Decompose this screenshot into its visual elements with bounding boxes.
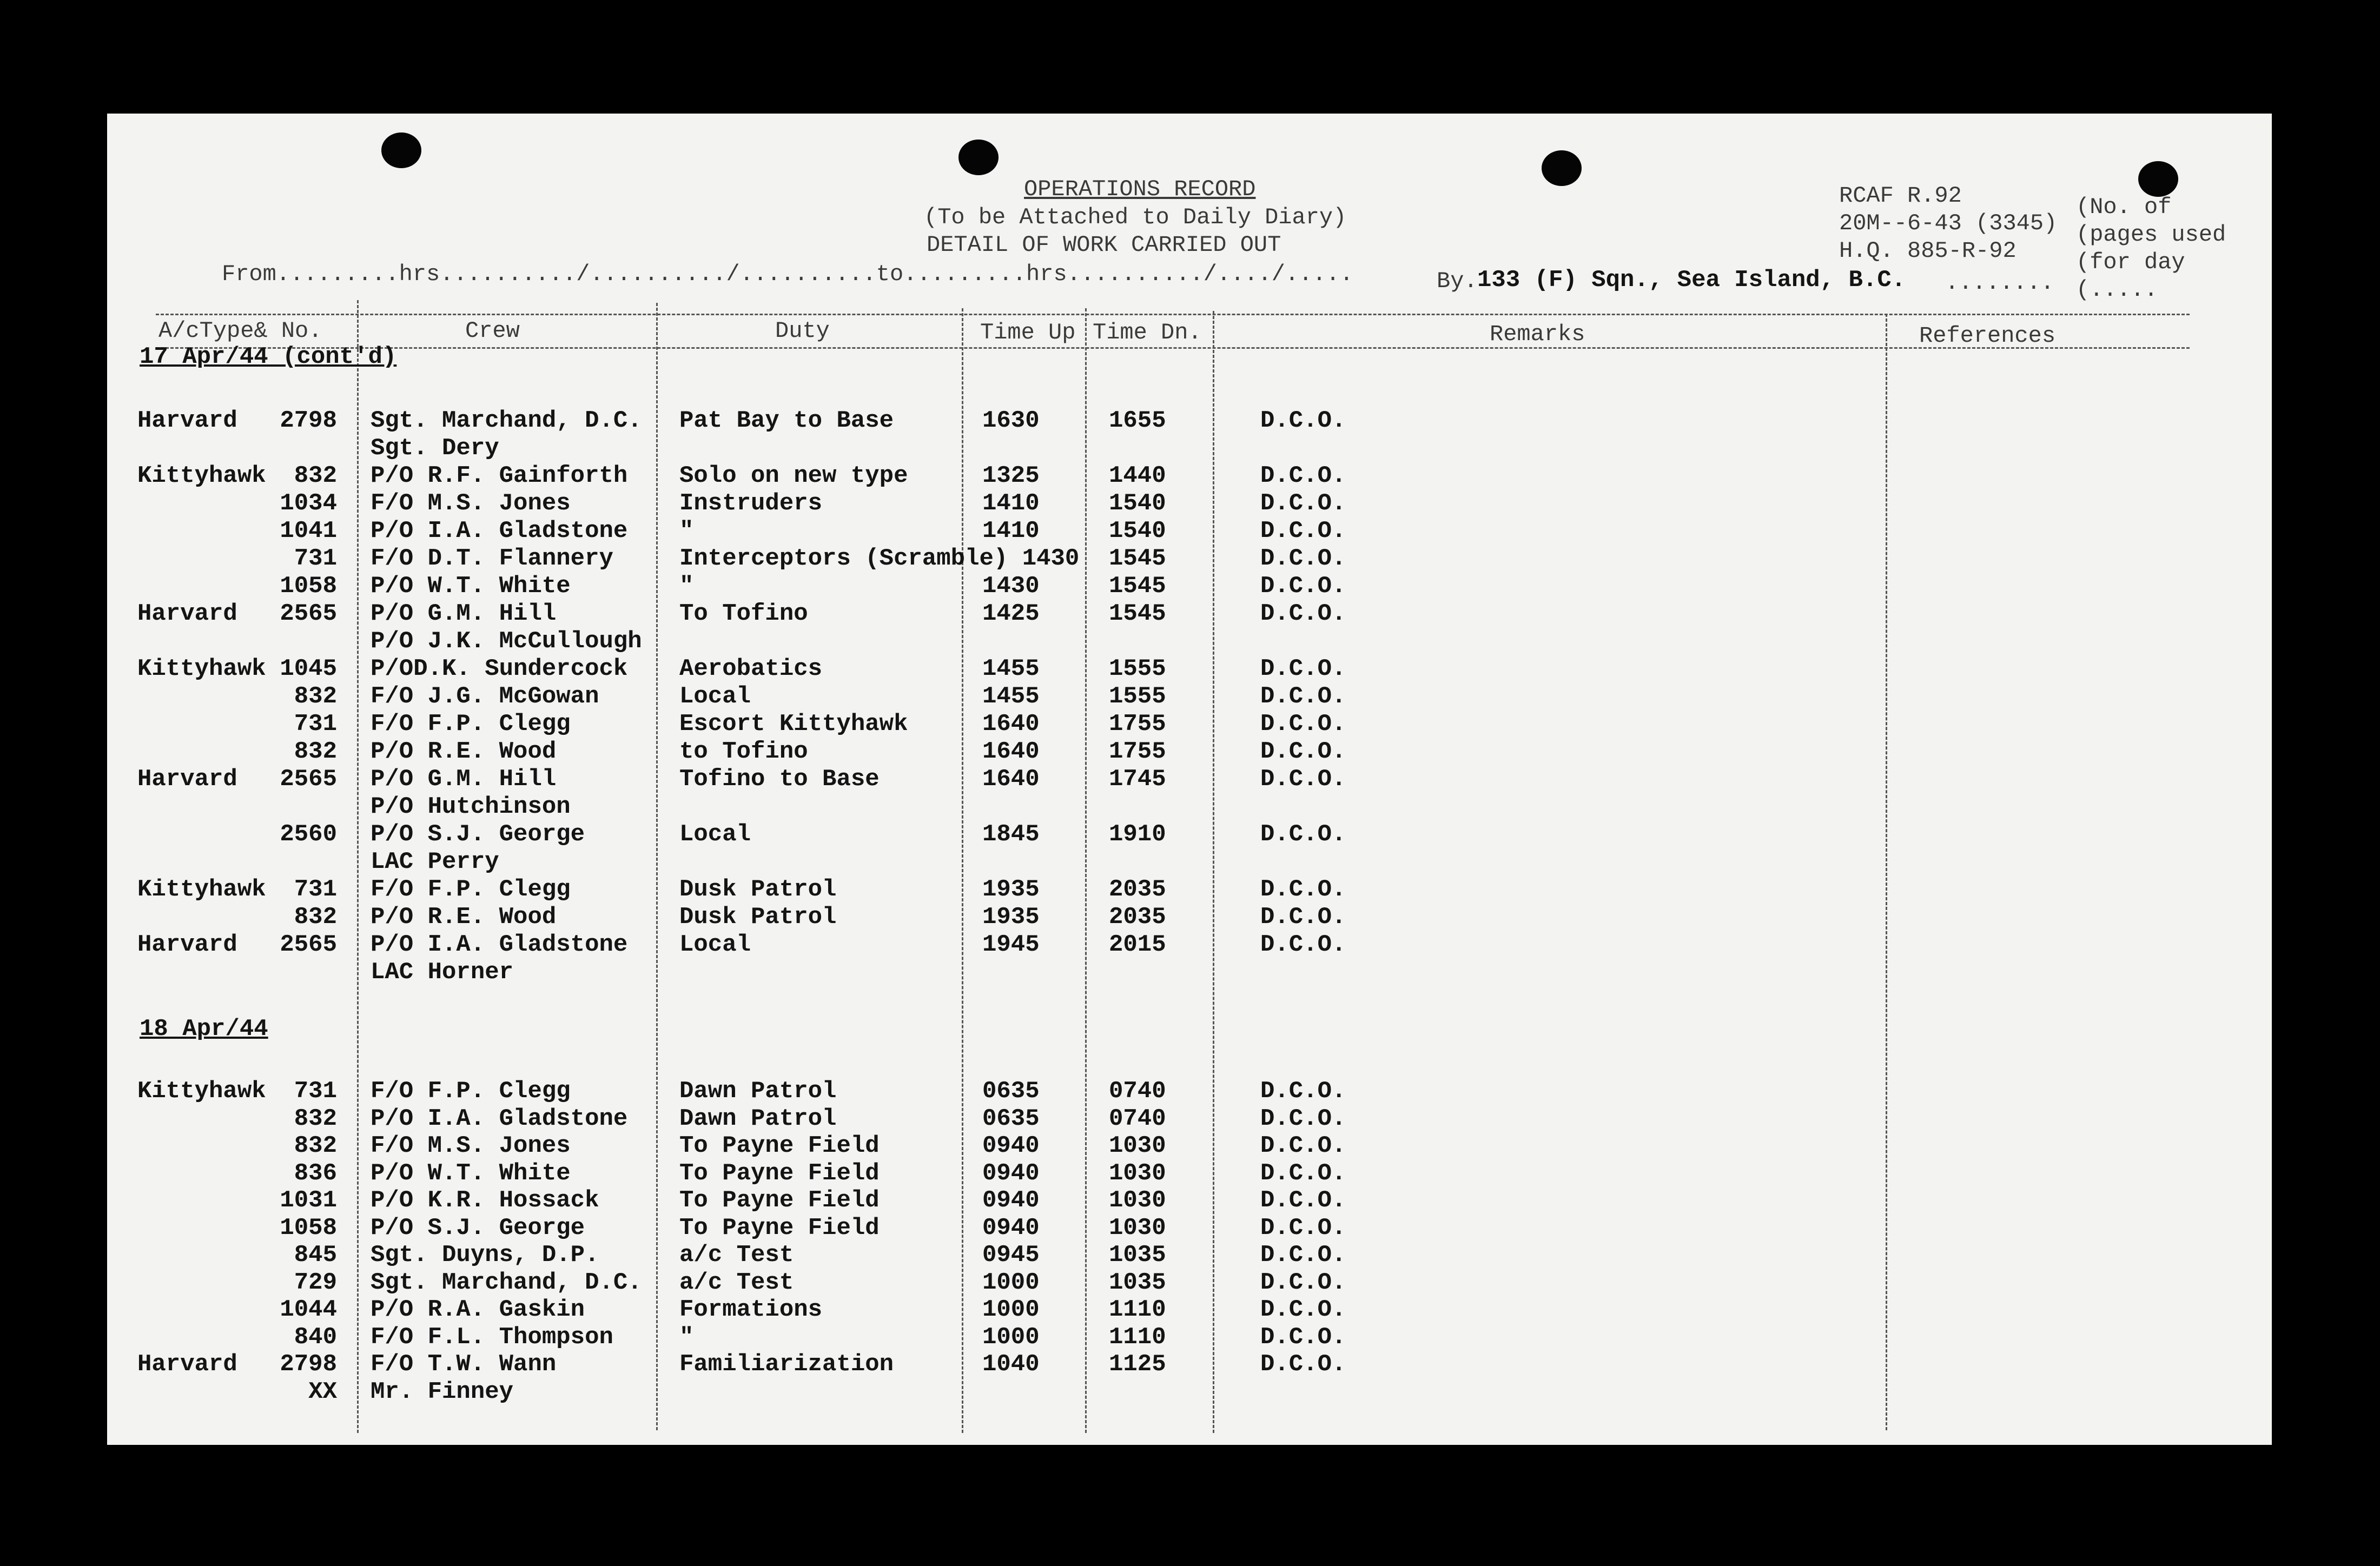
punch-hole <box>381 132 421 168</box>
duty-cell: Interceptors (Scramble) 1430 <box>679 545 1080 572</box>
time-down-cell: 1745 <box>1109 766 1166 793</box>
duty-cell: Dusk Patrol <box>679 876 837 903</box>
crew-cell: F/O J.G. McGowan <box>371 683 599 710</box>
time-down-cell: 1755 <box>1109 738 1166 765</box>
time-up-cell: 1455 <box>982 655 1040 682</box>
aircraft-number-cell: 731 <box>294 876 337 903</box>
remarks-cell: D.C.O. <box>1260 1214 1346 1242</box>
aircraft-number-cell: 731 <box>294 711 337 738</box>
remarks-cell: D.C.O. <box>1260 1351 1346 1378</box>
aircraft-number-cell: 729 <box>294 1269 337 1296</box>
column-header-references: References <box>1919 323 2056 349</box>
aircraft-number-cell: 840 <box>294 1323 337 1351</box>
time-up-cell: 1325 <box>982 462 1040 489</box>
duty-cell: Local <box>679 931 751 958</box>
duty-cell: To Tofino <box>679 600 808 627</box>
remarks-cell: D.C.O. <box>1260 490 1346 517</box>
crew-cell: P/O K.R. Hossack <box>371 1187 599 1214</box>
form-reference: H.Q. 885-R-92 <box>1839 238 2017 264</box>
remarks-cell: D.C.O. <box>1260 573 1346 600</box>
time-down-cell: 1540 <box>1109 517 1166 545</box>
crew-cell: P/O R.E. Wood <box>371 738 557 765</box>
aircraft-number-cell: 1058 <box>280 1214 337 1242</box>
time-down-cell: 1035 <box>1109 1242 1166 1269</box>
aircraft-number-cell: 1044 <box>280 1296 337 1323</box>
time-up-cell: 1945 <box>982 931 1040 958</box>
aircraft-type-cell: Kittyhawk <box>137 655 266 682</box>
aircraft-type-cell: Harvard <box>137 1351 237 1378</box>
crew-cell: Sgt. Marchand, D.C. <box>371 1269 642 1296</box>
aircraft-number-cell: 836 <box>294 1159 337 1187</box>
by-dots: ........ <box>1945 270 2054 296</box>
time-down-cell: 0740 <box>1109 1078 1166 1105</box>
crew-cell: P/O Hutchinson <box>371 793 571 820</box>
time-down-cell: 1440 <box>1109 462 1166 489</box>
crew-cell: P/O S.J. George <box>371 1214 585 1242</box>
duty-cell: " <box>679 1323 694 1351</box>
remarks-cell: D.C.O. <box>1260 738 1346 765</box>
time-up-cell: 1000 <box>982 1296 1040 1323</box>
duty-cell: to Tofino <box>679 738 808 765</box>
aircraft-number-cell: 2565 <box>280 766 337 793</box>
time-down-cell: 1555 <box>1109 683 1166 710</box>
aircraft-type-cell: Kittyhawk <box>137 462 266 489</box>
form-subtitle: (To be Attached to Daily Diary) <box>924 204 1347 230</box>
crew-cell: Mr. Finney <box>371 1378 514 1405</box>
crew-cell: P/OD.K. Sundercock <box>371 655 628 682</box>
remarks-cell: D.C.O. <box>1260 1105 1346 1132</box>
time-up-cell: 1040 <box>982 1351 1040 1378</box>
from-line: From.........hrs........../........../..........to.........hrs........../..../..... <box>222 261 1353 287</box>
duty-cell: Solo on new type <box>679 462 908 489</box>
time-up-cell: 1425 <box>982 600 1040 627</box>
time-down-cell: 1035 <box>1109 1269 1166 1296</box>
duty-cell: To Payne Field <box>679 1159 880 1187</box>
form-subtitle: DETAIL OF WORK CARRIED OUT <box>927 232 1281 258</box>
time-down-cell: 1555 <box>1109 655 1166 682</box>
time-down-cell: 1110 <box>1109 1296 1166 1323</box>
time-up-cell: 1640 <box>982 711 1040 738</box>
duty-cell: To Payne Field <box>679 1132 880 1159</box>
aircraft-number-cell: 2798 <box>280 1351 337 1378</box>
crew-cell: P/O R.E. Wood <box>371 904 557 931</box>
crew-cell: P/O I.A. Gladstone <box>371 517 628 545</box>
aircraft-number-cell: 731 <box>294 545 337 572</box>
pages-note: (for day <box>2076 249 2185 275</box>
aircraft-number-cell: 832 <box>294 462 337 489</box>
remarks-cell: D.C.O. <box>1260 517 1346 545</box>
duty-cell: Pat Bay to Base <box>679 407 894 434</box>
punch-hole <box>1542 150 1582 186</box>
operations-record-sheet <box>107 114 2272 1445</box>
remarks-cell: D.C.O. <box>1260 766 1346 793</box>
aircraft-number-cell: 845 <box>294 1242 337 1269</box>
pages-note: (pages used <box>2076 222 2226 248</box>
remarks-cell: D.C.O. <box>1260 683 1346 710</box>
time-up-cell: 0940 <box>982 1159 1040 1187</box>
form-reference: 20M--6-43 (3345) <box>1839 210 2058 236</box>
crew-cell: P/O W.T. White <box>371 1159 571 1187</box>
squadron-name: 133 (F) Sqn., Sea Island, B.C. <box>1477 267 1906 294</box>
aircraft-number-cell: 2565 <box>280 931 337 958</box>
time-up-cell: 1845 <box>982 821 1040 848</box>
time-up-cell: 1640 <box>982 738 1040 765</box>
time-down-cell: 1545 <box>1109 600 1166 627</box>
crew-cell: P/O W.T. White <box>371 573 571 600</box>
aircraft-type-cell: Kittyhawk <box>137 876 266 903</box>
duty-cell: Local <box>679 683 751 710</box>
time-up-cell: 0940 <box>982 1187 1040 1214</box>
aircraft-number-cell: 832 <box>294 738 337 765</box>
crew-cell: P/O J.K. McCullough <box>371 628 642 655</box>
duty-cell: a/c Test <box>679 1269 794 1296</box>
remarks-cell: D.C.O. <box>1260 821 1346 848</box>
crew-cell: F/O F.L. Thompson <box>371 1323 613 1351</box>
remarks-cell: D.C.O. <box>1260 1187 1346 1214</box>
header-rule <box>156 347 2190 349</box>
time-down-cell: 1125 <box>1109 1351 1166 1378</box>
column-divider <box>357 300 359 1433</box>
crew-cell: F/O F.P. Clegg <box>371 711 571 738</box>
time-up-cell: 0940 <box>982 1132 1040 1159</box>
remarks-cell: D.C.O. <box>1260 904 1346 931</box>
duty-cell: a/c Test <box>679 1242 794 1269</box>
time-up-cell: 0940 <box>982 1214 1040 1242</box>
time-down-cell: 2035 <box>1109 904 1166 931</box>
remarks-cell: D.C.O. <box>1260 1078 1346 1105</box>
time-up-cell: 0635 <box>982 1105 1040 1132</box>
crew-cell: LAC Perry <box>371 848 499 875</box>
crew-cell: P/O I.A. Gladstone <box>371 931 628 958</box>
form-reference: RCAF R.92 <box>1839 183 1962 209</box>
time-up-cell: 1640 <box>982 766 1040 793</box>
duty-cell: Escort Kittyhawk <box>679 711 908 738</box>
time-up-cell: 1935 <box>982 904 1040 931</box>
time-down-cell: 1755 <box>1109 711 1166 738</box>
time-down-cell: 0740 <box>1109 1105 1166 1132</box>
aircraft-number-cell: 832 <box>294 1105 337 1132</box>
remarks-cell: D.C.O. <box>1260 1159 1346 1187</box>
time-down-cell: 1540 <box>1109 490 1166 517</box>
time-up-cell: 0635 <box>982 1078 1040 1105</box>
remarks-cell: D.C.O. <box>1260 1323 1346 1351</box>
crew-cell: F/O M.S. Jones <box>371 1132 571 1159</box>
aircraft-number-cell: 1058 <box>280 573 337 600</box>
punch-hole <box>958 140 999 175</box>
aircraft-number-cell: 1041 <box>280 517 337 545</box>
duty-cell: Formations <box>679 1296 823 1323</box>
time-down-cell: 2015 <box>1109 931 1166 958</box>
remarks-cell: D.C.O. <box>1260 1269 1346 1296</box>
aircraft-number-cell: 2560 <box>280 821 337 848</box>
punch-hole <box>2138 161 2178 197</box>
column-header-type: A/cType& No. <box>158 318 322 344</box>
remarks-cell: D.C.O. <box>1260 600 1346 627</box>
time-down-cell: 1030 <box>1109 1132 1166 1159</box>
duty-cell: Dawn Patrol <box>679 1078 837 1105</box>
crew-cell: F/O D.T. Flannery <box>371 545 613 572</box>
crew-cell: P/O G.M. Hill <box>371 766 557 793</box>
time-up-cell: 1935 <box>982 876 1040 903</box>
crew-cell: Sgt. Duyns, D.P. <box>371 1242 599 1269</box>
duty-cell: " <box>679 573 694 600</box>
crew-cell: Sgt. Dery <box>371 435 499 462</box>
time-down-cell: 1030 <box>1109 1214 1166 1242</box>
crew-cell: P/O S.J. George <box>371 821 585 848</box>
time-down-cell: 2035 <box>1109 876 1166 903</box>
time-up-cell: 0945 <box>982 1242 1040 1269</box>
pages-note: (..... <box>2076 277 2158 303</box>
by-label: By. <box>1437 268 1478 294</box>
section-date: 17 Apr/44 (cont'd) <box>140 343 397 370</box>
remarks-cell: D.C.O. <box>1260 931 1346 958</box>
header-rule <box>156 314 2190 315</box>
time-down-cell: 1110 <box>1109 1323 1166 1351</box>
column-header-crew: Crew <box>465 318 520 344</box>
aircraft-number-cell: 832 <box>294 1132 337 1159</box>
duty-cell: To Payne Field <box>679 1214 880 1242</box>
duty-cell: To Payne Field <box>679 1187 880 1214</box>
time-up-cell: 1410 <box>982 490 1040 517</box>
duty-cell: Aerobatics <box>679 655 823 682</box>
form-title: OPERATIONS RECORD <box>1024 176 1256 202</box>
aircraft-number-cell: 1045 <box>280 655 337 682</box>
aircraft-number-cell: 832 <box>294 904 337 931</box>
aircraft-number-cell: 832 <box>294 683 337 710</box>
aircraft-number-cell: XX <box>308 1378 337 1405</box>
remarks-cell: D.C.O. <box>1260 545 1346 572</box>
aircraft-type-cell: Kittyhawk <box>137 1078 266 1105</box>
column-header-duty: Duty <box>775 318 830 344</box>
remarks-cell: D.C.O. <box>1260 655 1346 682</box>
remarks-cell: D.C.O. <box>1260 1242 1346 1269</box>
duty-cell: Tofino to Base <box>679 766 880 793</box>
crew-cell: F/O M.S. Jones <box>371 490 571 517</box>
remarks-cell: D.C.O. <box>1260 1132 1346 1159</box>
time-up-cell: 1630 <box>982 407 1040 434</box>
remarks-cell: D.C.O. <box>1260 1296 1346 1323</box>
column-divider <box>1886 314 1887 1430</box>
duty-cell: Local <box>679 821 751 848</box>
remarks-cell: D.C.O. <box>1260 711 1346 738</box>
crew-cell: F/O F.P. Clegg <box>371 876 571 903</box>
crew-cell: P/O I.A. Gladstone <box>371 1105 628 1132</box>
time-down-cell: 1030 <box>1109 1159 1166 1187</box>
time-down-cell: 1545 <box>1109 545 1166 572</box>
section-date: 18 Apr/44 <box>140 1016 268 1043</box>
duty-cell: Instruders <box>679 490 823 517</box>
remarks-cell: D.C.O. <box>1260 407 1346 434</box>
aircraft-number-cell: 2798 <box>280 407 337 434</box>
aircraft-type-cell: Harvard <box>137 600 237 627</box>
crew-cell: P/O R.A. Gaskin <box>371 1296 585 1323</box>
time-up-cell: 1000 <box>982 1269 1040 1296</box>
crew-cell: LAC Horner <box>371 959 514 986</box>
time-down-cell: 1655 <box>1109 407 1166 434</box>
aircraft-type-cell: Harvard <box>137 766 237 793</box>
column-divider <box>1213 311 1214 1433</box>
aircraft-number-cell: 1034 <box>280 490 337 517</box>
time-down-cell: 1545 <box>1109 573 1166 600</box>
remarks-cell: D.C.O. <box>1260 462 1346 489</box>
time-down-cell: 1910 <box>1109 821 1166 848</box>
aircraft-type-cell: Harvard <box>137 407 237 434</box>
aircraft-number-cell: 2565 <box>280 600 337 627</box>
duty-cell: " <box>679 517 694 545</box>
crew-cell: P/O G.M. Hill <box>371 600 557 627</box>
remarks-cell: D.C.O. <box>1260 876 1346 903</box>
time-up-cell: 1410 <box>982 517 1040 545</box>
duty-cell: Dawn Patrol <box>679 1105 837 1132</box>
column-header-remarks: Remarks <box>1490 321 1585 347</box>
aircraft-number-cell: 731 <box>294 1078 337 1105</box>
time-up-cell: 1455 <box>982 683 1040 710</box>
crew-cell: Sgt. Marchand, D.C. <box>371 407 642 434</box>
duty-cell: Familiarization <box>679 1351 894 1378</box>
aircraft-number-cell: 1031 <box>280 1187 337 1214</box>
pages-note: (No. of <box>2076 194 2172 220</box>
column-divider <box>656 303 658 1430</box>
aircraft-type-cell: Harvard <box>137 931 237 958</box>
column-divider <box>1085 308 1087 1433</box>
crew-cell: P/O R.F. Gainforth <box>371 462 628 489</box>
column-header-time-dn: Time Dn. <box>1093 320 1202 346</box>
time-up-cell: 1000 <box>982 1323 1040 1351</box>
column-divider <box>962 308 963 1433</box>
duty-cell: Dusk Patrol <box>679 904 837 931</box>
crew-cell: F/O F.P. Clegg <box>371 1078 571 1105</box>
time-up-cell: 1430 <box>982 573 1040 600</box>
time-down-cell: 1030 <box>1109 1187 1166 1214</box>
crew-cell: F/O T.W. Wann <box>371 1351 557 1378</box>
column-header-time-up: Time Up <box>980 320 1076 346</box>
